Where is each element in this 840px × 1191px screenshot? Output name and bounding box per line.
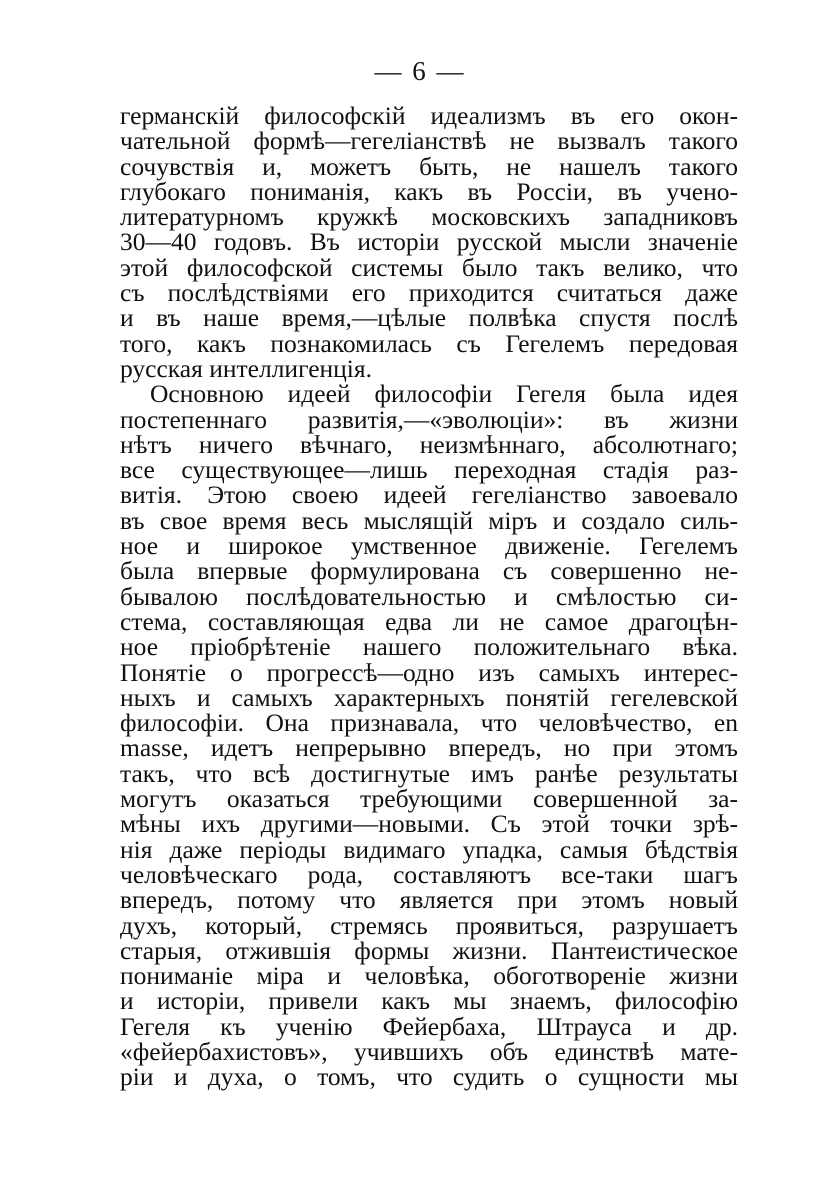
text-line: мѣны ихъ другими—новыми. Съ этой точки зрѣ-: [120, 809, 738, 839]
text-line: и исторіи, привели какъ мы знаемъ, философію: [120, 986, 738, 1016]
text-line: впередъ, потому что является при этомъ новый: [120, 885, 738, 915]
text-line: съ послѣдствіями его приходится считаться даже: [120, 278, 738, 308]
text-line: витія. Этою своею идеей гегеліанство завоевало: [120, 480, 738, 510]
text-line: стема, составляющая едва ли не самое драгоцѣн-: [120, 606, 738, 636]
text-line: нія даже періоды видимаго упадка, самыя бѣдствія: [120, 834, 738, 864]
text-line: литературномъ кружкѣ московскихъ западниковъ: [120, 202, 738, 232]
text-line: этой философской системы было такъ велико, что: [120, 252, 738, 282]
text-line: глубокаго пониманія, какъ въ Россіи, въ учено-: [120, 176, 738, 206]
text-line: въ свое время весь мыслящій міръ и создало силь-: [120, 505, 738, 535]
text-line: нѣтъ ничего вѣчнаго, неизмѣннаго, абсолютнаго;: [120, 429, 738, 459]
body-text: [120, 103, 738, 1090]
text-line: русская интеллигенція.: [120, 353, 372, 383]
text-line: все существующее—лишь переходная стадія раз-: [120, 455, 738, 485]
text-line: могутъ оказаться требующими совершенной за-: [120, 784, 738, 814]
text-line: такъ, что всѣ достигнутые имъ ранѣе результаты: [120, 758, 738, 788]
text-line: пониманіе міра и человѣка, обоготвореніе жизни: [120, 961, 738, 991]
paragraph-2: [120, 379, 738, 1092]
text-line: старыя, отжившія формы жизни. Пантеистическое: [120, 935, 738, 965]
text-line: Гегеля къ ученію Фейербаха, Штрауса и др.: [120, 1011, 738, 1041]
text-line: того, какъ познакомилась съ Гегелемъ передовая: [120, 328, 738, 358]
text-line: Понятіе о прогрессѣ—одно изъ самыхъ интерес-: [120, 657, 738, 687]
text-line: ныхъ и самыхъ характерныхъ понятій гегелевской: [120, 682, 738, 712]
text-line: чательной формѣ—гегеліанствѣ не вызвалъ такого: [120, 126, 738, 156]
text-line: Основною идеей философіи Гегеля была идея: [150, 379, 738, 409]
paragraph-1: [120, 103, 738, 381]
text-line: ное и широкое умственное движеніе. Гегелемъ: [120, 531, 738, 561]
text-line: германскій философскій идеализмъ въ его окон-: [120, 101, 738, 130]
text-line: сочувствія и, можетъ быть, не нашелъ такого: [120, 151, 738, 181]
text-line: masse, идетъ непрерывно впередъ, но при этомъ: [120, 733, 738, 763]
text-line: бывалою послѣдовательностью и смѣлостью си-: [120, 581, 738, 611]
text-line: и въ наше время,—цѣлые полвѣка спустя послѣ: [120, 303, 738, 333]
text-line: 30—40 годовъ. Въ исторіи русской мысли значеніе: [120, 227, 738, 257]
text-line: ріи и духа, о томъ, что судить о сущности мы: [120, 1062, 738, 1092]
text-line: была впервые формулирована съ совершенно не-: [120, 556, 738, 586]
page-number: — 6 —: [374, 56, 466, 86]
text-line: ное пріобрѣтеніе нашего положительнаго вѣка.: [120, 632, 738, 662]
text-line: духъ, который, стремясь проявиться, разрушаетъ: [120, 910, 738, 940]
text-line: философіи. Она признавала, что человѣчество, en: [120, 708, 738, 738]
text-line: человѣческаго рода, составляютъ все-таки шагъ: [120, 859, 738, 889]
text-line: «фейербахистовъ», учившихъ объ единствѣ мате-: [120, 1036, 738, 1066]
text-line: постепеннаго развитія,—«эволюціи»: въ жизни: [120, 404, 738, 434]
